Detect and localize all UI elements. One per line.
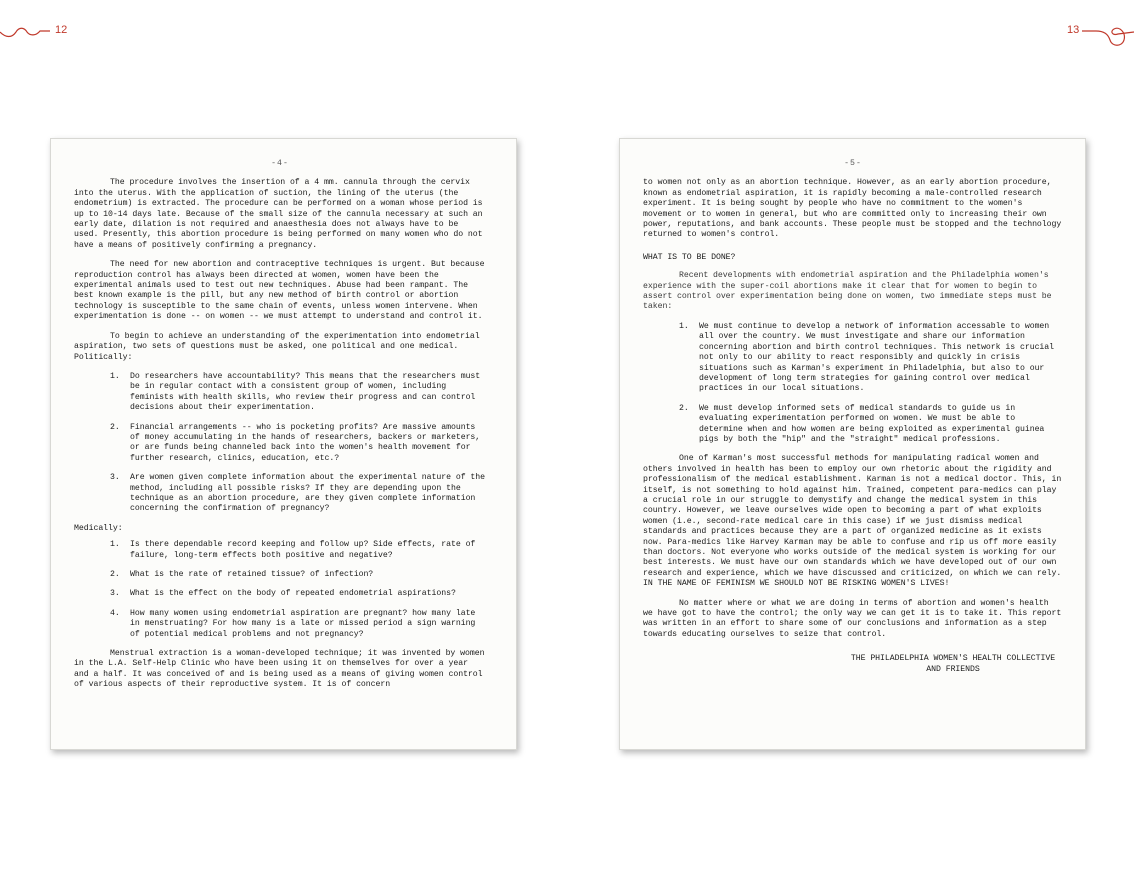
list-text: Financial arrangements -- who is pocketing profits? Are massive amounts of money accumulating in the hands of researchers, backers or marketers, or are funds being channeled back into the women's health movement for further research, clinics, education, etc.? xyxy=(130,422,481,463)
paragraph: The procedure involves the insertion of a 4 mm. cannula through the cervix into the uterus. With the application of suction, the lining of the uterus (the endometrium) is extracted. The procedure can be performed on a woman whose period is up to 10-14 days late. Because of the small size of the cannula necessary at such an early date, dilation is not required and anaesthesia does not always have to be used. Presently, this abortion procedure is being performed on many women who do not have a means of positively confirming a pregnancy. xyxy=(74,178,483,250)
page-number: -5- xyxy=(844,159,862,168)
list-text: What is the effect on the body of repeated endometrial aspirations? xyxy=(130,589,456,599)
list-item xyxy=(74,589,486,599)
signature-line: THE PHILADELPHIA WOMEN'S HEALTH COLLECTIVE xyxy=(850,654,1056,664)
list-number: 1. xyxy=(110,371,120,381)
document-page-left xyxy=(50,138,517,750)
list-item xyxy=(74,540,486,561)
list-text: Do researchers have accountability? This means that the researchers must be in regular contact with a consistent group of women, including feminists with health skills, who review their progress and can control decisions about their experimentation. xyxy=(130,371,481,413)
paragraph: Menstrual extraction is a woman-developed technique; it was invented by women in the L.A. Self-Help Clinic who have been using it on themselves for over a year and a half. It was conceived of and is being used as a means of giving women control of various aspects of their reproductive system. It is of concern xyxy=(74,649,485,690)
signature-line: AND FRIENDS xyxy=(926,664,980,674)
list-number: 2. xyxy=(110,570,120,579)
paragraph: To begin to achieve an understanding of the experimentation into endometrial aspiration, two sets of questions must be asked, one political and one medical. Politically: xyxy=(74,331,480,362)
medical-questions-list xyxy=(74,540,486,640)
folio-right: 13 xyxy=(1067,24,1080,36)
section-label: Medically: xyxy=(74,523,123,533)
list-text: What is the rate of retained tissue? of infection? xyxy=(130,570,374,579)
paragraph: to women not only as an abortion technique. However, as an early abortion procedure, known as endometrial aspiration, it is rapidly becoming a male-controlled research experiment. It is being sought by people who have no commitment to the women's movement or to women in general, but who are committed only to increasing their own power, reputations, and bank accounts. These people must be stopped and the technology returned to women's control. xyxy=(643,178,1062,240)
page-number: -4- xyxy=(271,159,289,168)
list-number: 1. xyxy=(110,540,120,550)
list-text: Are women given complete information about the experimental nature of the method, including all possible risks? If they are depending upon the technique as an abortion procedure, are they given complete information concerning the confirmation of pregnancy? xyxy=(130,473,486,514)
paragraph: No matter where or what we are doing in terms of abortion and women's health we have got to have the control; the only way we can get it is to take it. This report was written in an effort to share some of our conclusions and information as a step towards educating ourselves to seize that control. xyxy=(643,598,1062,639)
list-text: We must develop informed sets of medical standards to guide us in evaluating experimentation performed on women. We must be able to determine when and how women are being exploited as experimental guinea pigs by both the "hip" and the "straight" medical professions. xyxy=(699,403,1045,444)
paragraph: Recent developments with endometrial aspiration and the Philadelphia women's experience with the super-coil abortions make it clear that for women to begin to assert control over experimentation being done on women, two immediate steps must be taken: xyxy=(643,271,1052,312)
list-number: 1. xyxy=(679,321,689,331)
list-item xyxy=(74,473,486,515)
section-heading: WHAT IS TO BE DONE? xyxy=(643,252,736,262)
document-page-right xyxy=(619,138,1086,750)
list-item xyxy=(74,372,486,414)
swirl-ornament-icon xyxy=(0,20,52,42)
list-item xyxy=(643,404,1063,446)
list-number: 2. xyxy=(679,403,689,413)
list-number: 3. xyxy=(110,473,120,483)
list-text: We must continue to develop a network of information accessable to women all over the country. We must investigate and share our information concerning abortion and birth control techniques. This network is crucial not only to our ability to react responsibly and quickly in crisis situations such as Karman's experiment in Philadelphia, but also to our development of long term strategies for gaining control over medical practices in our local situations. xyxy=(699,321,1055,394)
action-steps-list xyxy=(643,322,1063,445)
folio-left: 12 xyxy=(55,24,68,36)
swirl-ornament-icon xyxy=(1082,20,1134,50)
list-number: 4. xyxy=(110,608,120,618)
list-number: 3. xyxy=(110,589,120,599)
paragraph: The need for new abortion and contraceptive techniques is urgent. But because reproduction control has always been directed at women, women have been the experimental animals used to test out new techniques. Abuse had been rampant. The best known example is the pill, but any new method of birth control or abortion technology is susceptible to the same chain of events, unless women intervene. When experimentation is done -- on women -- we must attempt to understand and control it. xyxy=(74,260,485,322)
list-item xyxy=(74,570,486,580)
paragraph: One of Karman's most successful methods for manipulating radical women and others involved in health has been to employ our own rhetoric about the rigidity and professionalism of the medical establishment. Karman is not a medical doctor. This, in itself, is not something to hold against him. Trained, competent para-medics can play a crucial role in our struggle to demystify and change the medical system in this country. However, we leave ourselves wide open to becoming a part of what exploits women (i.e., second-rate medical care in this case) if we just dismiss medical standards and practices because they are a part of organized medicine as it exists now. Para-medics like Harvey Karman may be able to confuse and rip us off more easily than doctors. Not everyone who works outside of the medical system is working for our best interests. We must have our own standards which we have developed out of our own research and experience, which we have discussed and criticized, on which we can rely. IN THE NAME OF FEMINISM WE SHOULD NOT BE RISKING WOMEN'S LIVES! xyxy=(643,454,1062,589)
list-text: Is there dependable record keeping and follow up? Side effects, rate of failure, long-term effects both positive and negative? xyxy=(130,540,476,560)
signature-block xyxy=(843,654,1063,675)
list-item xyxy=(74,423,486,465)
political-questions-list xyxy=(74,372,486,515)
list-number: 2. xyxy=(110,422,120,432)
list-text: How many women using endometrial aspiration are pregnant? how many late in menstruating? For how many is a late or missed period a sign warning of potential medical problems and not pregnancy? xyxy=(130,608,476,639)
list-item xyxy=(74,609,486,640)
list-item xyxy=(643,322,1063,395)
